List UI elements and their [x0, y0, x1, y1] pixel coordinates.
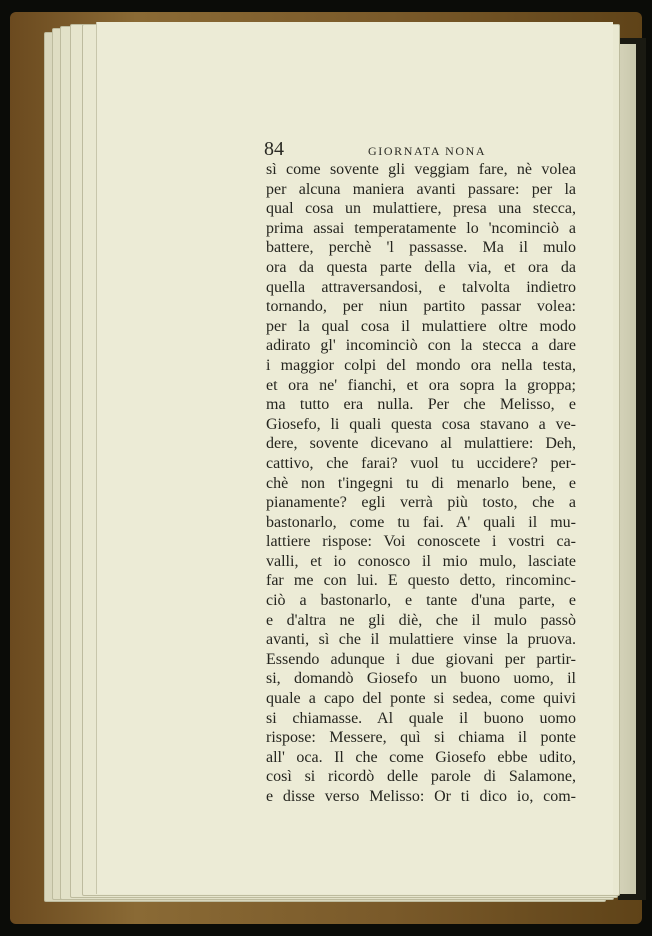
text-line: si, domandò Giosefo un buono uomo, il — [266, 670, 576, 688]
text-line: adirato gl' incominciò con la stecca a dare — [266, 337, 576, 355]
text-line: si chiamasse. Al quale il buono uomo — [266, 709, 576, 727]
text-line: et ora ne' fianchi, et ora sopra la groppa; — [266, 376, 576, 394]
text-line: così si ricordò delle parole di Salamone, — [266, 768, 576, 786]
text-line: dere, sovente dicevano al mulattiere: Deh, — [266, 435, 576, 453]
text-line: bastonarlo, come tu fai. A' quali il mu- — [266, 513, 576, 531]
text-line: ora da questa parte della via, et ora da — [266, 258, 576, 276]
text-line: Giosefo, li quali questa cosa stavano a ve- — [266, 415, 576, 433]
page-header — [264, 138, 584, 160]
running-head: GIORNATA NONA — [368, 144, 487, 158]
text-line: avanti, sì che il mulattiere vinse la pruova. — [266, 631, 576, 649]
text-line: Essendo adunque i due giovani per partir- — [266, 650, 576, 668]
text-line: battere, perchè 'l passasse. Ma il mulo — [266, 239, 576, 257]
text-line: per la qual cosa il mulattiere oltre modo — [266, 317, 576, 335]
text-line: tornando, per niun partito passar volea: — [266, 298, 576, 316]
text-line: valli, et io conosco il mio mulo, lasciate — [266, 552, 576, 570]
text-line: prima assai temperatamente lo 'ncominciò a — [266, 219, 576, 237]
text-line: sì come sovente gli veggiam fare, nè volea — [266, 161, 576, 178]
text-line: cattivo, che farai? vuol tu uccidere? per- — [266, 454, 576, 472]
text-line: ma tutto era nulla. Per che Melisso, e — [266, 396, 576, 414]
text-line: e disse verso Melisso: Or ti dico io, com- — [266, 788, 576, 805]
text-line: quale a capo del ponte si sedea, come quivi — [266, 690, 576, 708]
body-text — [266, 160, 576, 807]
text-line: all' oca. Il che come Giosefo ebbe udito, — [266, 748, 576, 766]
text-line: i maggior colpi del mondo ora nella testa, — [266, 356, 576, 374]
text-line: quella attraversandosi, e talvolta indietro — [266, 278, 576, 296]
text-line: lattiere rispose: Voi conoscete i vostri ca- — [266, 533, 576, 551]
text-line: qual cosa un mulattiere, presa una stecca, — [266, 200, 576, 218]
text-line: ciò a bastonarlo, e tante d'una parte, e — [266, 592, 576, 610]
text-line: pianamente? egli verrà più tosto, che a — [266, 494, 576, 512]
text-line: e d'altra ne gli diè, che il mulo passò — [266, 611, 576, 629]
text-line: per alcuna maniera avanti passare: per la — [266, 180, 576, 198]
text-line: far me con lui. E questo detto, rincominc- — [266, 572, 576, 590]
text-line: rispose: Messere, quì si chiama il ponte — [266, 729, 576, 747]
page-number: 84 — [264, 138, 284, 160]
text-line: chè non t'ingegni tu di menarlo bene, e — [266, 474, 576, 492]
